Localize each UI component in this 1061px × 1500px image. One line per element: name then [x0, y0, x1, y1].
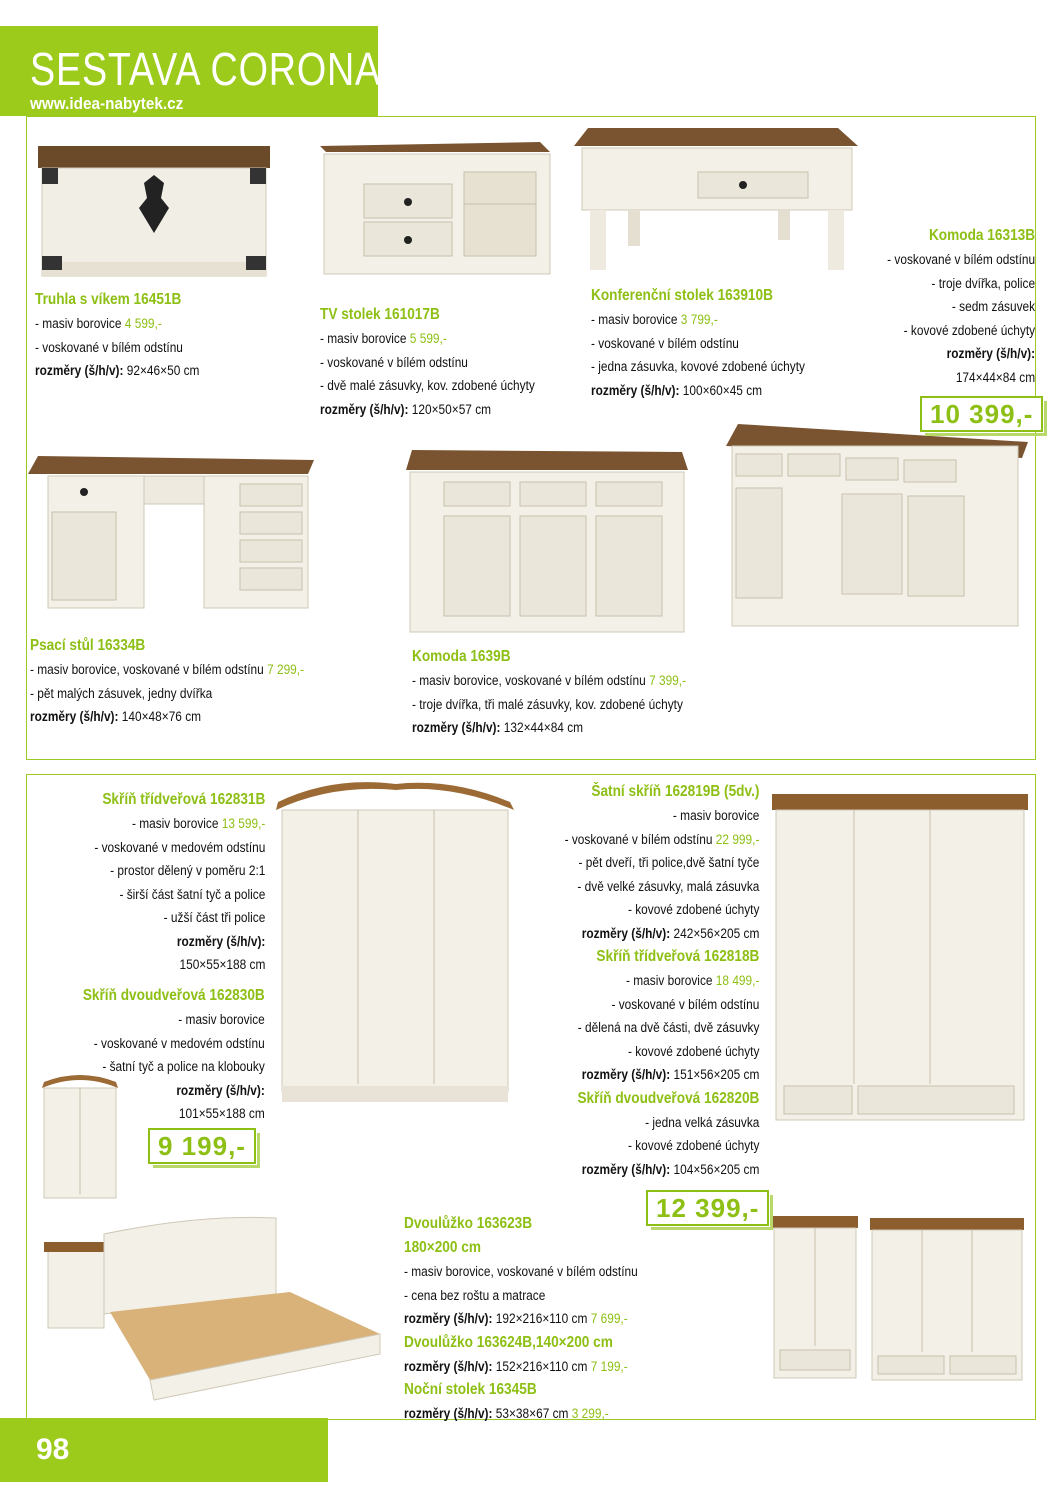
postel-title: Dvoulůžko 163623B [404, 1215, 533, 1232]
bed-image [40, 1204, 390, 1414]
skrin2bil-title: Skříň dvoudveřová 162820B [577, 1089, 759, 1107]
konf-price: 3 799,- [680, 312, 718, 327]
truhla-block: Truhla s víkem 16451B - masiv borovice 4 599,- - voskované v bílém odstínu rozměry (š/h/v): 92×46×50 cm [35, 288, 199, 383]
stul-title: Psací stůl 16334B [30, 637, 146, 654]
coffee-table-image [568, 128, 868, 278]
stul-price: 7 299,- [267, 662, 305, 677]
skrin2med-block: Skříň dvoudveřová 162830B - masiv borovice - voskované v medovém odstínu - šatní tyč a police na klobouky rozměry (š/h/v): 101×55×188 cm [83, 984, 265, 1126]
komoda1-price-box: 10 399,- [920, 396, 1043, 432]
skrin3bil-title: Skříň třídveřová 162818B [595, 948, 759, 965]
dresser-1639b-image [402, 446, 692, 636]
postel2-title: Dvoulůžko 163624B,140×200 cm [404, 1333, 613, 1351]
tv-price: 5 599,- [409, 331, 447, 346]
satni-block: Šatní skříň 162819B (5dv.) - masiv borovice - voskované v bílém odstínu 22 999,- - pět dveří, tři police,dvě šatní tyče - dvě velké zásuvky, malá zásuvka - kovové zdobené úchyty rozměry (š/h/v): 242×56×205 cm Skříň třídveřová 162818B - masiv borovice 18 499,- - voskované v bílém odstínu - dělená na dvě části, dvě zásuvky - kovové zdobené úchyty rozměry (š/h/v): 151×56×205 cm Skříň dvoudveřová 162820B - jedna velká zásuvka - kovové zdobené úchyty rozměry (š/h/v): 104×56×205 cm [564, 780, 759, 1181]
wardrobe-162818b-image [868, 1218, 1026, 1388]
page-title: SESTAVA CORONA [30, 43, 382, 95]
nocni-title: Noční stolek 16345B [404, 1381, 537, 1398]
konf-title: Konferenční stolek 163910B [591, 287, 773, 304]
skrin3med-price: 13 599,- [221, 816, 265, 831]
truhla-price: 4 599,- [124, 316, 162, 331]
komoda1-title: Komoda 16313B [928, 227, 1035, 244]
tv-block: TV stolek 161017B - masiv borovice 5 599,- - voskované v bílém odstínu - dvě malé zásuvky, kov. zdobené úchyty rozměry (š/h/v): 120×50×57 cm [320, 303, 535, 421]
skrin2bil-price-box: 12 399,- [646, 1190, 769, 1226]
truhla-title: Truhla s víkem 16451B [35, 291, 182, 308]
skrin3bil-price: 18 499,- [715, 973, 759, 988]
postel2-price: 7 199,- [590, 1358, 628, 1374]
wardrobe-162820b-image [770, 1216, 860, 1386]
website-link[interactable]: www.idea-nabytek.cz [30, 94, 184, 113]
page-number: 98 [36, 1433, 70, 1466]
postel-price: 7 699,- [590, 1311, 628, 1326]
satni-price: 22 999,- [715, 831, 759, 847]
desk-image [28, 452, 318, 617]
chest-image [34, 138, 274, 288]
postel-block: Dvoulůžko 163623B 180×200 cm - masiv borovice, voskované v bílém odstínu - cena bez roštu a matrace rozměry (š/h/v): 192×216×110 cm 7 699,- Dvoulůžko 163624B,140×200 cm rozměry (š/h/v): 152×216×110 cm 7 199,- Noční stolek 16345B rozměry (š/h/v): 53×38×67 cm 3 299,- [404, 1212, 638, 1426]
skrin3med-block: Skříň třídveřová 162831B - masiv borovice 13 599,- - voskované v medovém odstínu - prostor dělený v poměru 2:1 - širší část šatní tyč a police - užší část tři police rozměry (š/h/v): 150×55×188 cm [94, 788, 265, 977]
komoda2-price: 7 399,- [649, 673, 687, 688]
nocni-price: 3 299,- [571, 1406, 609, 1421]
komoda2-title: Komoda 1639B [412, 648, 511, 665]
komoda2-block: Komoda 1639B - masiv borovice, voskované v bílém odstínu 7 399,- - troje dvířka, tři malé zásuvky, kov. zdobené úchyty rozměry (š/h/v): 132×44×84 cm [412, 645, 686, 740]
wardrobe-162831b-image [272, 784, 518, 1104]
wardrobe-162819b-image [770, 794, 1030, 1134]
tv-title: TV stolek 161017B [320, 306, 440, 323]
skrin2med-title: Skříň dvoudveřová 162830B [83, 987, 265, 1004]
komoda1-block: Komoda 16313B - voskované v bílém odstínu - troje dvířka, police - sedm zásuvek - kovové zdobené úchyty rozměry (š/h/v): 174×44×84 cm [887, 224, 1035, 389]
stul-block: Psací stůl 16334B - masiv borovice, voskované v bílém odstínu 7 299,- - pět malých zásuvek, jedny dvířka rozměry (š/h/v): 140×48×76 cm [30, 634, 304, 729]
tv-stand-image [318, 142, 558, 287]
dresser-16313b-image [722, 424, 1028, 634]
postel-size: 180×200 cm [404, 1239, 481, 1256]
skrin2med-price-box: 9 199,- [148, 1128, 256, 1164]
satni-title: Šatní skříň 162819B (5dv.) [590, 783, 759, 800]
skrin3med-title: Skříň třídveřová 162831B [101, 791, 265, 808]
konf-block: Konferenční stolek 163910B - masiv borovice 3 799,- - voskované v bílém odstínu - jedna zásuvka, kovové zdobené úchyty rozměry (š/h/v): 100×60×45 cm [591, 284, 805, 402]
